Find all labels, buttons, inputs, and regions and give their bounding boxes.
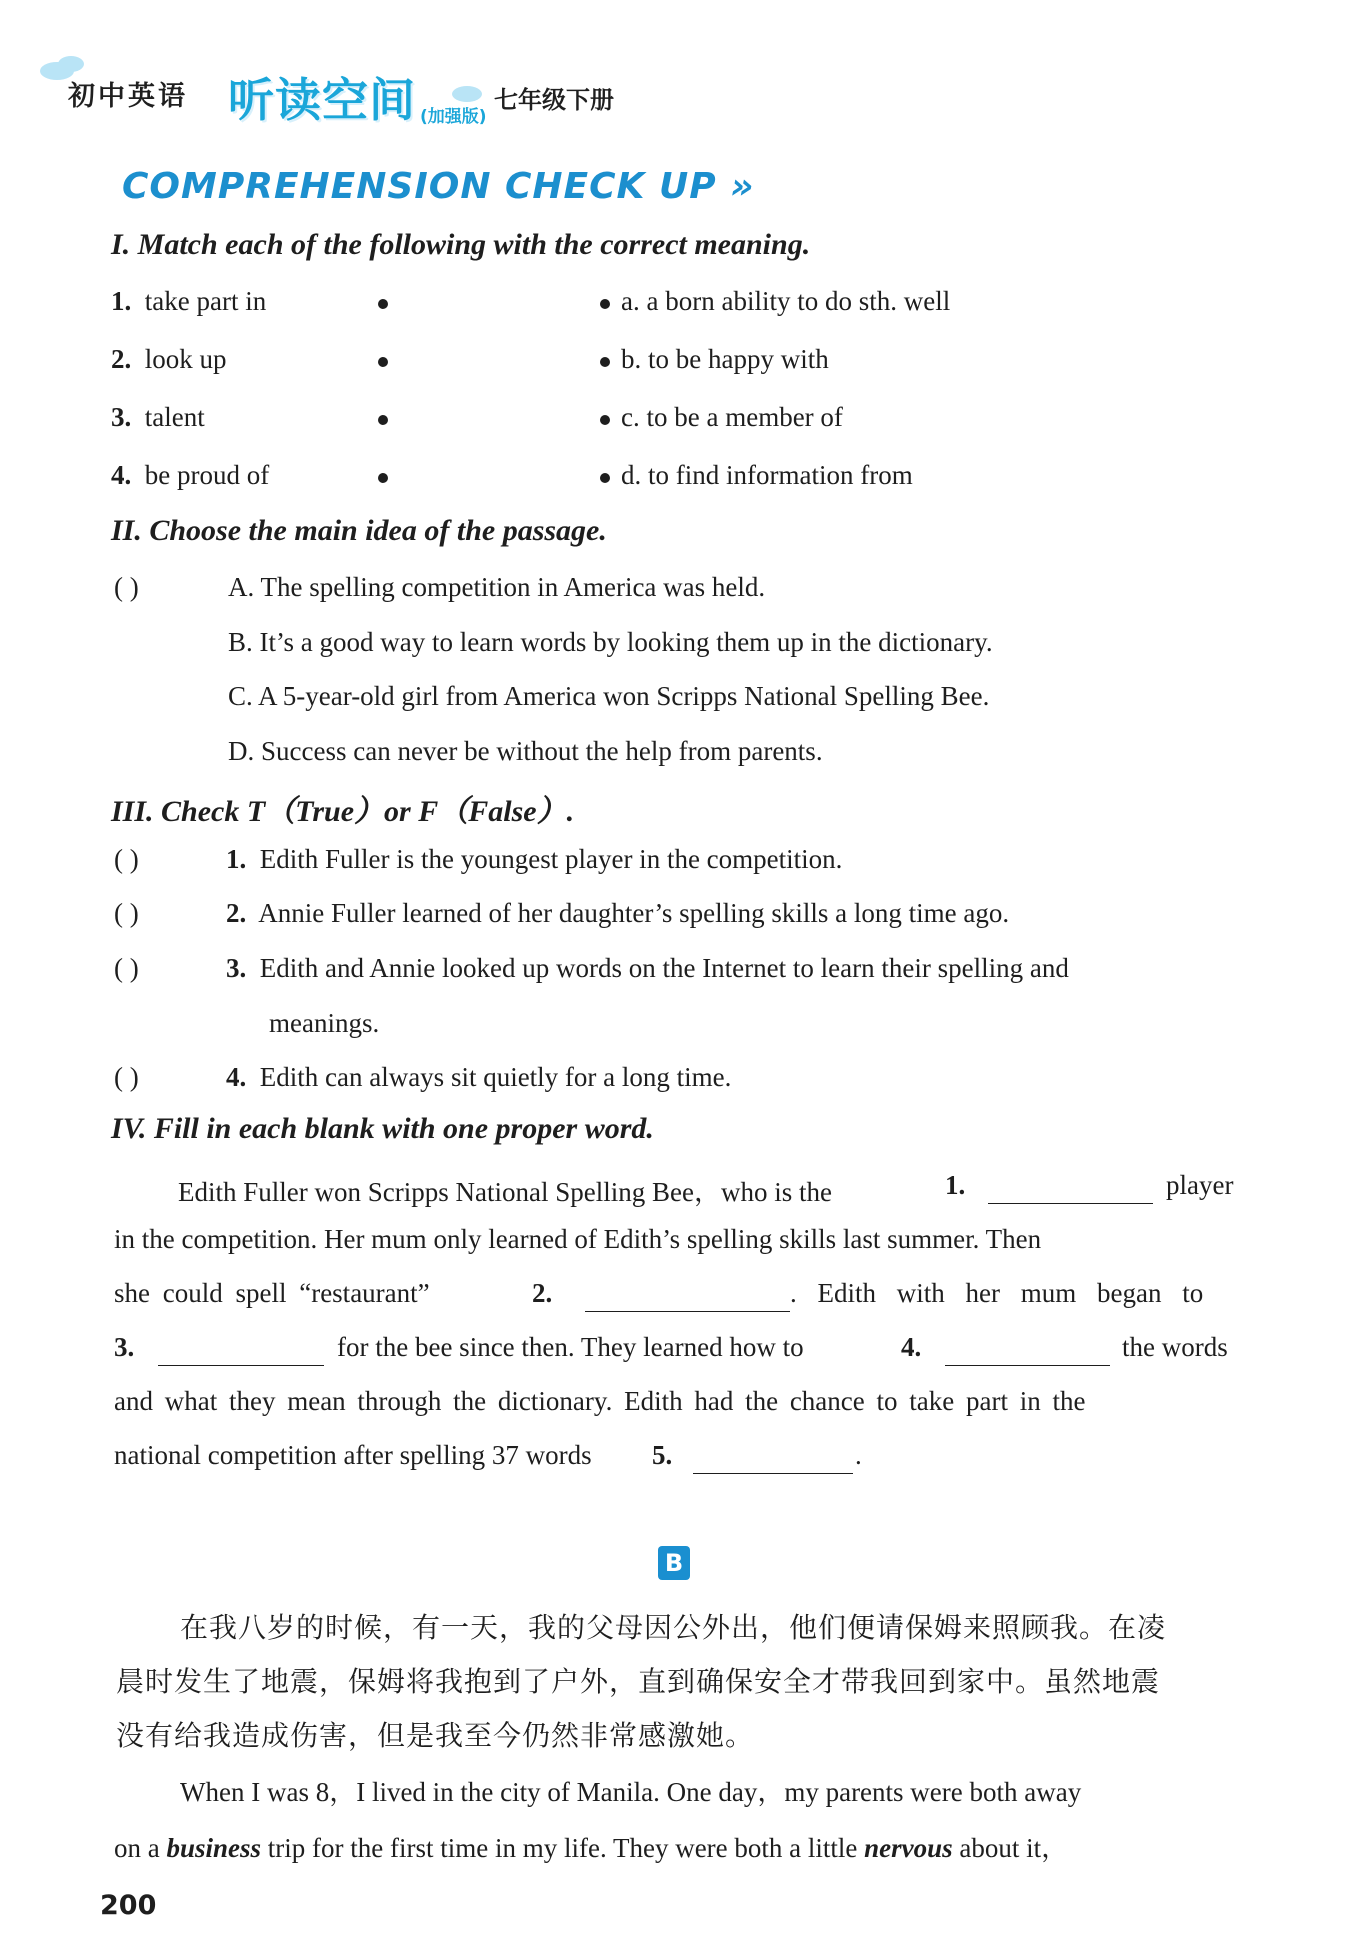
main-idea-option: C. A 5-year-old girl from America won Scripps National Spelling Bee. bbox=[228, 681, 990, 711]
chinese-intro-line: 晨时发生了地震，保姆将我抱到了户外，直到确保安全才带我回到家中。虽然地震 bbox=[116, 1665, 1161, 1698]
match-meaning: a. a born ability to do sth. well bbox=[621, 286, 951, 316]
fill-passage-line: Edith Fuller won Scripps National Spelling Bee，who is the bbox=[178, 1177, 832, 1207]
true-false-item: 1. Edith Fuller is the youngest player in the competition. bbox=[226, 844, 843, 874]
vocab-business: business bbox=[166, 1833, 262, 1863]
vocab-nervous: nervous bbox=[864, 1833, 953, 1863]
match-dot bbox=[378, 415, 388, 425]
header-series: 初中英语 bbox=[68, 81, 188, 112]
section-b-tag: B bbox=[658, 1546, 690, 1580]
fill-blank[interactable] bbox=[585, 1310, 790, 1312]
fill-blank[interactable] bbox=[945, 1364, 1110, 1366]
blank-number: 1. bbox=[945, 1170, 966, 1200]
fill-passage-line: for the bee since then. They learned how to bbox=[337, 1332, 804, 1362]
story-line: When I was 8，I lived in the city of Manila. One day，my parents were both away bbox=[180, 1777, 1082, 1807]
story-line: on a business trip for the first time in my life. They were both a little nervous about it， bbox=[114, 1833, 1069, 1863]
header-edition: (加强版) bbox=[420, 107, 487, 127]
match-item: 4. be proud of bbox=[111, 460, 270, 490]
match-meaning: b. to be happy with bbox=[621, 344, 829, 374]
match-dot bbox=[600, 415, 610, 425]
chinese-intro-line: 没有给我造成伤害，但是我至今仍然非常感激她。 bbox=[116, 1719, 755, 1752]
cloud-decoration bbox=[58, 56, 84, 72]
answer-paren: ( ) bbox=[114, 953, 139, 983]
fill-passage-line: in the competition. Her mum only learned of Edith’s spelling skills last summer. Then bbox=[114, 1224, 1042, 1254]
fill-blank[interactable] bbox=[988, 1202, 1153, 1204]
part3-heading: III. Check T（True）or F（False）. bbox=[111, 795, 575, 828]
true-false-item: 2. Annie Fuller learned of her daughter’s spelling skills a long time ago. bbox=[226, 898, 1010, 928]
fill-passage-line: she could spell “restaurant” bbox=[114, 1278, 430, 1308]
page-number: 200 bbox=[100, 1890, 157, 1921]
blank-number: 3. bbox=[114, 1332, 135, 1362]
match-dot bbox=[378, 299, 388, 309]
blank-number: 2. bbox=[532, 1278, 553, 1308]
fill-blank[interactable] bbox=[693, 1472, 853, 1474]
match-dot bbox=[600, 357, 610, 367]
true-false-item-continued: meanings. bbox=[269, 1008, 380, 1038]
fill-passage-line: . bbox=[855, 1440, 862, 1470]
answer-paren: ( ) bbox=[114, 1062, 139, 1092]
part2-heading: II. Choose the main idea of the passage. bbox=[111, 514, 607, 547]
fill-passage-line: . Edith with her mum began to bbox=[790, 1278, 1204, 1308]
match-dot bbox=[378, 357, 388, 367]
main-idea-option: A. The spelling competition in America was held. bbox=[228, 572, 766, 602]
match-dot bbox=[378, 473, 388, 483]
fill-passage-line: player bbox=[1166, 1170, 1234, 1200]
comprehension-title: COMPREHENSION CHECK UP » bbox=[122, 166, 755, 207]
chinese-intro-line: 在我八岁的时候，有一天，我的父母因公外出，他们便请保姆来照顾我。在凌 bbox=[180, 1611, 1167, 1644]
blank-number: 5. bbox=[652, 1440, 673, 1470]
match-item: 1. take part in bbox=[111, 286, 267, 316]
match-meaning: d. to find information from bbox=[621, 460, 913, 490]
fill-passage-line: the words bbox=[1122, 1332, 1228, 1362]
main-idea-option: B. It’s a good way to learn words by looking them up in the dictionary. bbox=[228, 627, 993, 657]
header-grade: 七年级下册 bbox=[494, 86, 614, 114]
blank-number: 4. bbox=[901, 1332, 922, 1362]
answer-paren: ( ) bbox=[114, 898, 139, 928]
true-false-item: 3. Edith and Annie looked up words on the Internet to learn their spelling and bbox=[226, 953, 1069, 983]
fill-passage-line: national competition after spelling 37 words bbox=[114, 1440, 592, 1470]
fill-blank[interactable] bbox=[158, 1364, 324, 1366]
match-item: 2. look up bbox=[111, 344, 227, 374]
part1-heading: I. Match each of the following with the correct meaning. bbox=[111, 228, 811, 261]
match-meaning: c. to be a member of bbox=[621, 402, 843, 432]
answer-paren: ( ) bbox=[114, 844, 139, 874]
cloud-decoration bbox=[452, 86, 482, 102]
fill-passage-line: and what they mean through the dictionary. Edith had the chance to take part in the bbox=[114, 1386, 1086, 1416]
true-false-item: 4. Edith can always sit quietly for a long time. bbox=[226, 1062, 732, 1092]
header-logo: 听读空间 bbox=[228, 73, 416, 127]
part4-heading: IV. Fill in each blank with one proper word. bbox=[111, 1112, 654, 1145]
main-idea-option: D. Success can never be without the help from parents. bbox=[228, 736, 823, 766]
match-item: 3. talent bbox=[111, 402, 205, 432]
answer-paren: ( ) bbox=[114, 572, 139, 602]
match-dot bbox=[600, 299, 610, 309]
match-dot bbox=[600, 473, 610, 483]
